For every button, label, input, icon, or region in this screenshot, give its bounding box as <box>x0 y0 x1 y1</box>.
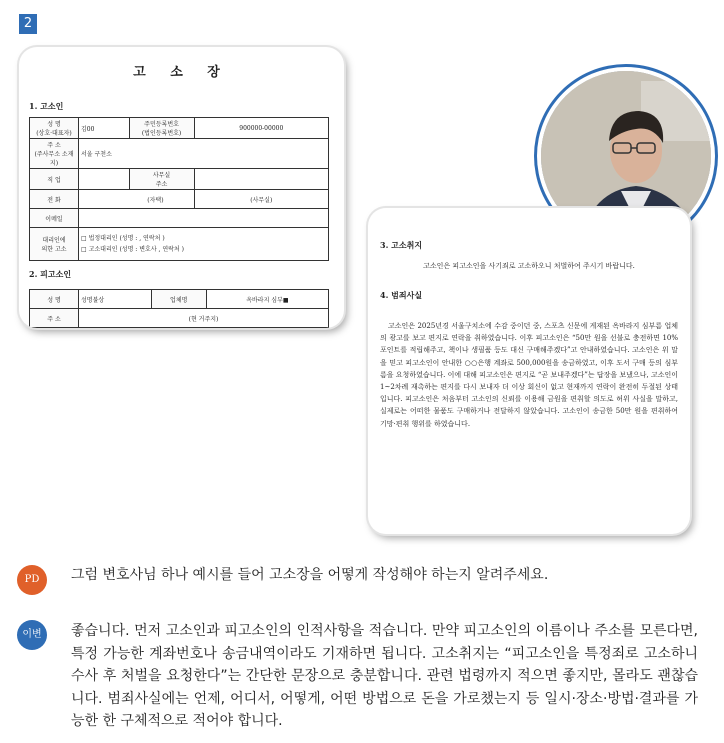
complaint-details-card <box>368 208 690 534</box>
value-company: 옥바라지 심부■ <box>206 290 328 309</box>
label-name: 성 명 (상호·대표자) <box>30 118 79 139</box>
section-complainant: 1. 고소인 <box>29 101 64 111</box>
label-agent: 대리인에 의한 고소 <box>30 228 79 261</box>
figure-number-badge: 2 <box>19 14 37 34</box>
value-accused-name: 성명불상 <box>79 290 152 309</box>
table-row <box>30 228 329 261</box>
pd-icon: PD <box>17 565 47 595</box>
label-accused-address: 주 소 <box>30 309 79 328</box>
value-job <box>79 169 130 190</box>
value-name: 김00 <box>79 118 130 139</box>
accused-table <box>29 289 329 328</box>
value-address: 서울 구천소 <box>79 139 329 169</box>
label-address: 주 소 (주사무소 소재지) <box>30 139 79 169</box>
value-office <box>194 169 328 190</box>
question-text: 그럼 변호사님 하나 예시를 들어 고소장을 어떻게 작성해야 하는지 알려주세요. <box>71 567 549 583</box>
section-purpose: 3. 고소취지 <box>380 240 423 250</box>
label-job: 직 업 <box>30 169 79 190</box>
table-row <box>30 118 329 139</box>
value-agent: □ 법정대리인 (성명 : , 연락처 ) □ 고소대리인 (성명 : 변호사 , 연락처 ) <box>79 228 329 261</box>
form-title: 고 소 장 <box>133 65 230 80</box>
label-id: 주민등록번호 (법인등록번호) <box>129 118 194 139</box>
purpose-text: 고소인은 피고소인을 사기죄로 고소하오니 처벌하여 주시기 바랍니다. <box>423 262 635 270</box>
value-email <box>79 209 329 228</box>
value-phone-home: (자택) <box>79 190 195 209</box>
label-office: 사무실 주소 <box>129 169 194 190</box>
value-id: 900000-00000 <box>194 118 328 139</box>
answer-text: 좋습니다. 먼저 고소인과 피고소인의 인적사항을 적습니다. 만약 피고소인의 이름이나 주소를 모른다면, 특정 가능한 계좌번호나 송금내역이라도 기재하면 됩니다. 고소취지는 “피고소인을 특정죄로 고소하니 수사 후 처벌을 요청한다”는 간단한 문장으로 충분합니다. 관련 법령까지 적으면 좋지만, 몰라도 괜찮습니다. 범죄사실에는 언제, 어디서, 어떻게, 어떤 방법으로 돈을 가로챘는지 등 일시·장소·방법·결과를 가능한 한 구체적으로 적어야 합니다. <box>71 623 698 729</box>
complaint-form-card <box>19 47 344 328</box>
table-row <box>30 309 329 328</box>
label-company: 업체명 <box>151 290 206 309</box>
label-email: 이메일 <box>30 209 79 228</box>
table-row <box>30 139 329 169</box>
complainant-table <box>29 117 329 261</box>
facts-text: 고소인은 2025년경 서울구치소에 수감 중이던 중, 스포츠 신문에 게재된 옥바라지 심부름 업체의 광고를 보고 편지로 연락을 취하였습니다. 이후 피고소인은 “50만 원을 선불로 충전하면 10% 포인트를 적립해주고, 책이나 생필품 등도 대신 구매해주겠다”고 안내하였습니다. 고소인은 위 말을 믿고 피고소인이 안내한 ○○은행 계좌로 500,000원을 송금하였고, 이후 도서 구매 등의 심부름을 요청하였습니다. 이에 대해 피고소인은 편지로 “곧 보내주겠다”는 답장을 보냈으나, 고소인이 1~2차례 재촉하는 편지를 다시 보내자 더 이상 회신이 없고 현재까지 연락이 완전히 두절된 상태입니다. 피고소인은 처음부터 고소인의 신뢰를 이용해 금원을 편취할 의도로 허위 사실을 말하고, 실제로는 어떠한 물품도 구매하거나 전달하지 않았습니다. 고소인이 송금한 50만 원을 편취하여 기망·편취 행위를 하였습니다. <box>380 322 678 428</box>
label-accused-name: 성 명 <box>30 290 79 309</box>
section-accused: 2. 피고소인 <box>29 269 72 279</box>
table-row <box>30 209 329 228</box>
value-accused-address: (현 거주지) <box>79 309 329 328</box>
table-row <box>30 169 329 190</box>
lawyer-lee-icon: 이변 <box>17 620 47 650</box>
value-phone-office: (사무실) <box>194 190 328 209</box>
label-phone: 전 화 <box>30 190 79 209</box>
table-row <box>30 190 329 209</box>
table-row <box>30 290 329 309</box>
section-facts: 4. 범죄사실 <box>380 290 423 300</box>
